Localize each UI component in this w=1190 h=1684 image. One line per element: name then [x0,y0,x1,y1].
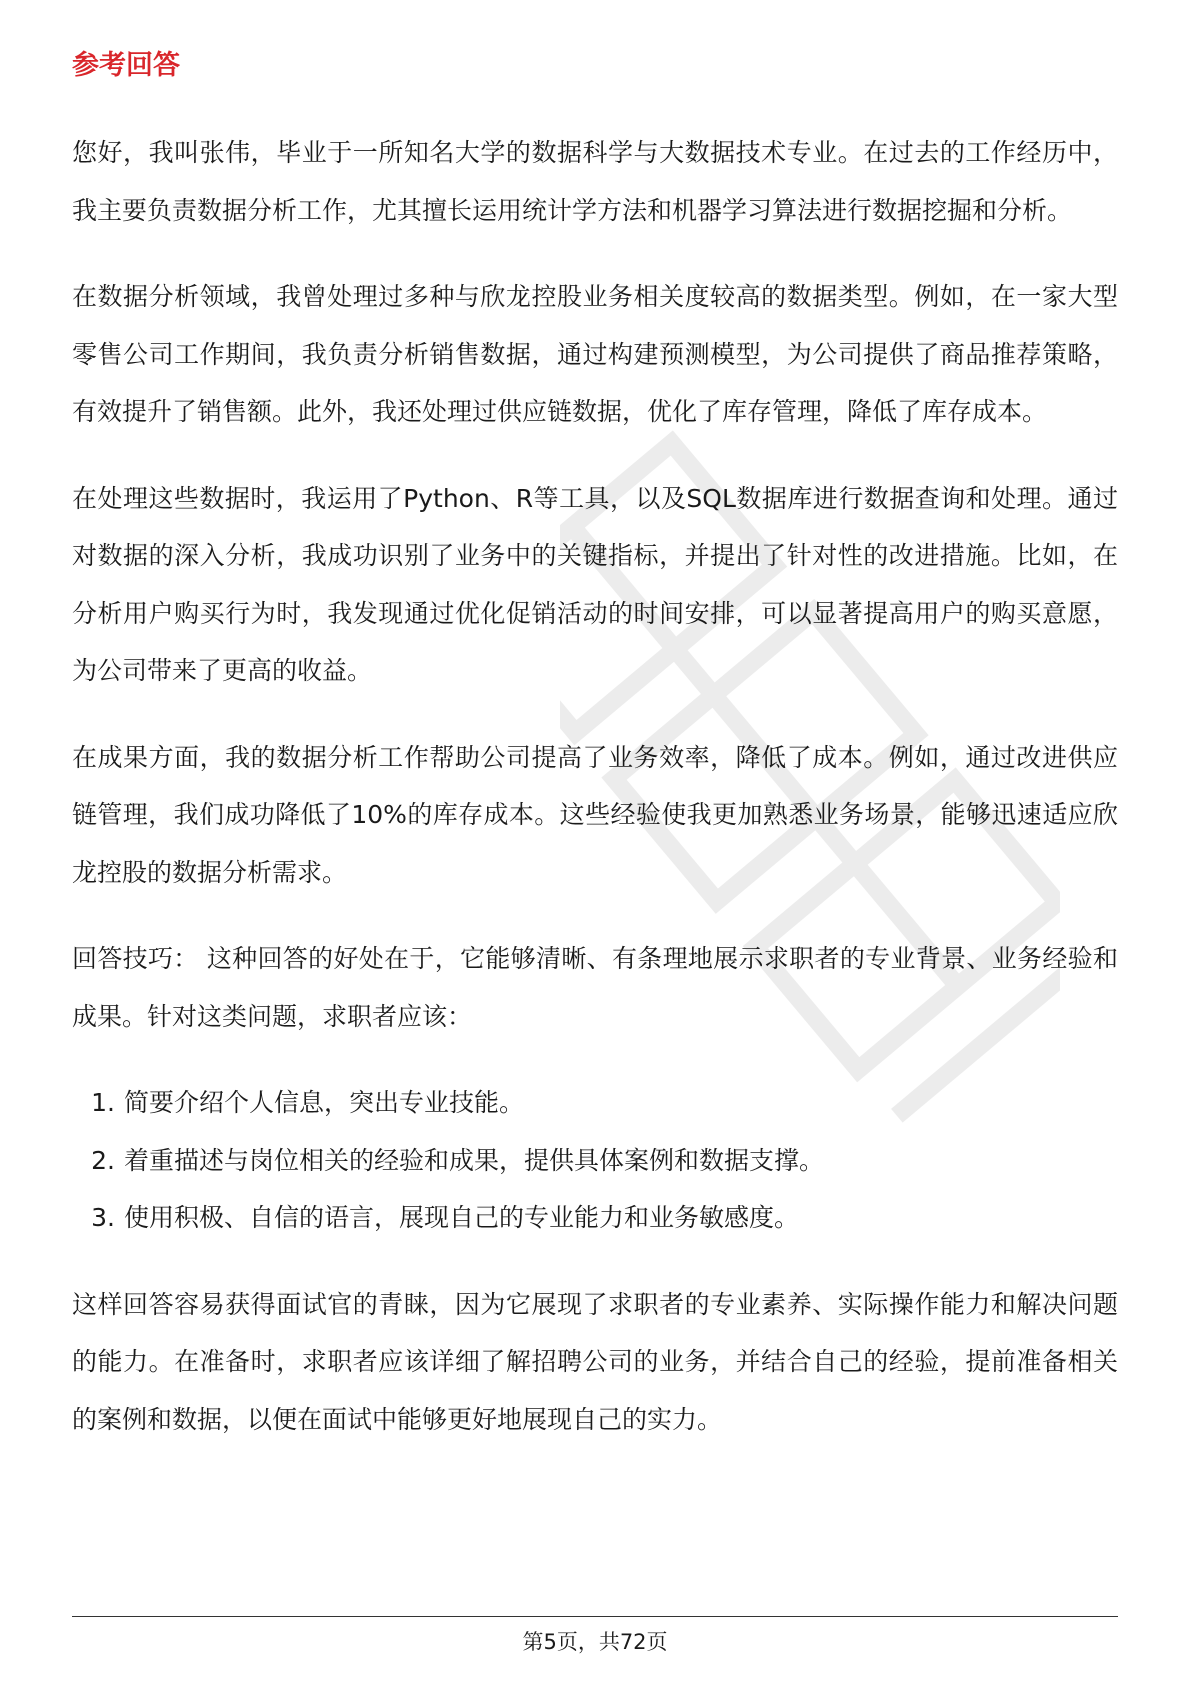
list-item [72,1132,1118,1190]
footer-divider [72,1616,1118,1617]
list-item-text: 着重描述与岗位相关的经验和成果，提供具体案例和数据支撑。 [124,1145,825,1175]
paragraph-intro: 您好，我叫张伟，毕业于一所知名大学的数据科学与大数据技术专业。在过去的工作经历中，我主要负责数据分析工作，尤其擅长运用统计学方法和机器学习算法进行数据挖掘和分析。 [72,138,1118,225]
list-item [72,1189,1118,1247]
list-item-text: 使用积极、自信的语言，展现自己的专业能力和业务敏感度。 [124,1203,800,1232]
paragraph-tools: 在处理这些数据时，我运用了Python、R等工具，以及SQL数据库进行数据查询和处理。通过对数据的深入分析，我成功识别了业务中的关键指标，并提出了针对性的改进措施。比如，在分析用户购买行为时，我发现通过优化促销活动的时间安排，可以显著提高用户的购买意愿，为公司带来了更高的收益。 [72,483,1118,685]
paragraph-closing: 这样回答容易获得面试官的青睐，因为它展现了求职者的专业素养、实际操作能力和解决问题的能力。在准备时，求职者应该详细了解招聘公司的业务，并结合自己的经验，提前准备相关的案例和数据，以便在面试中能够更好地展现自己的实力。 [72,1289,1118,1434]
page-number: 第5页，共72页 [522,1630,668,1654]
list-item [72,1074,1118,1132]
paragraph-results: 在成果方面，我的数据分析工作帮助公司提高了业务效率，降低了成本。例如，通过改进供应链管理，我们成功降低了10%的库存成本。这些经验使我更加熟悉业务场景，能够迅速适应欣龙控股的数据分析需求。 [72,742,1118,887]
list-item-text: 简要介绍个人信息，突出专业技能。 [124,1088,525,1117]
list-item-number: 2. [91,1145,115,1175]
list-item-number: 1. [91,1088,115,1117]
paragraph-experience: 在数据分析领域，我曾处理过多种与欣龙控股业务相关度较高的数据类型。例如，在一家大型零售公司工作期间，我负责分析销售数据，通过构建预测模型，为公司提供了商品推荐策略，有效提升了销售额。此外，我还处理过供应链数据，优化了库存管理，降低了库存成本。 [72,282,1118,426]
paragraph-tips: 回答技巧： 这种回答的好处在于，它能够清晰、有条理地展示求职者的专业背景、业务经验和成果。针对这类问题，求职者应该： [72,944,1118,1031]
section-heading: 参考回答 [72,50,180,81]
tips-list [72,1074,1118,1247]
list-item-number: 3. [91,1203,115,1232]
